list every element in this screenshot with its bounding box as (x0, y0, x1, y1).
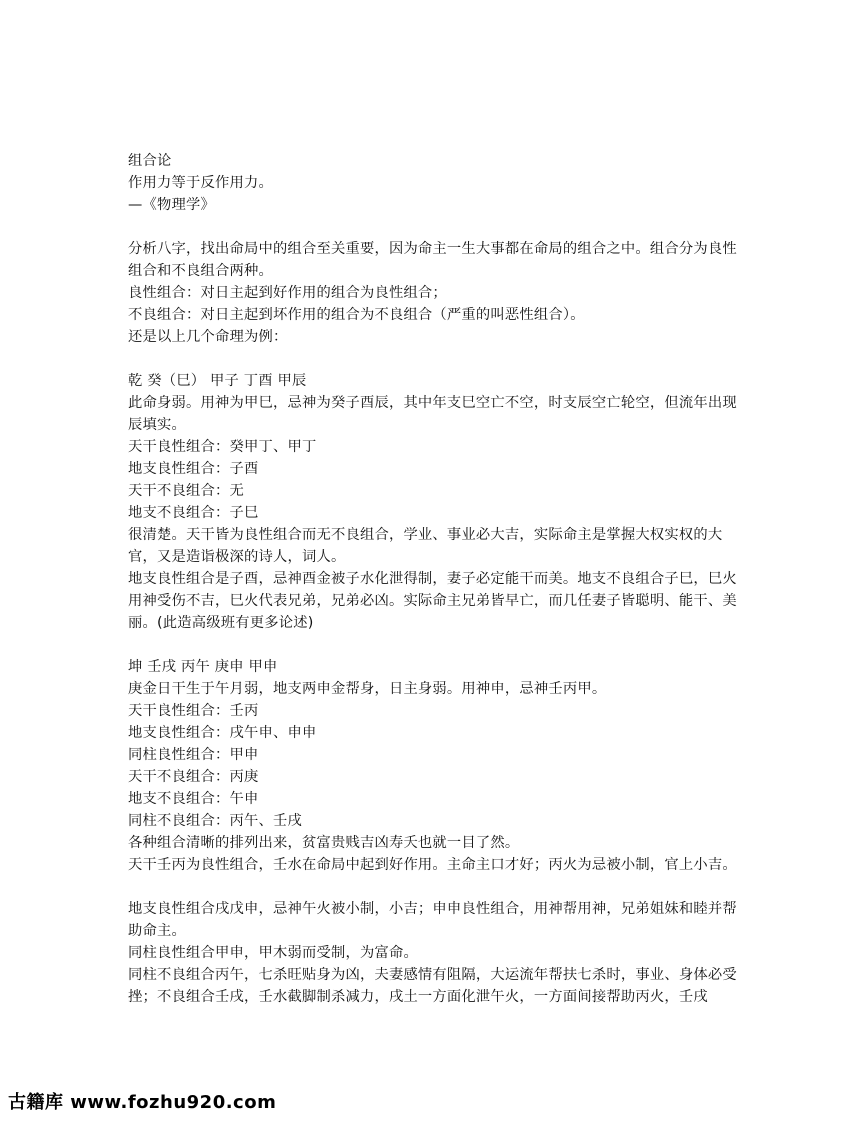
epigraph-quote: 作用力等于反作用力。 (128, 175, 273, 191)
paragraph: 同柱良性组合：甲申 (128, 747, 259, 763)
paragraph: 地支良性组合：戌午申、申申 (128, 725, 317, 741)
spacer (128, 634, 750, 656)
paragraph: 同柱不良组合：丙午、壬戌 (128, 813, 302, 829)
paragraph: 同柱良性组合甲申，甲木弱而受制，为富命。 (128, 945, 418, 961)
spacer (128, 876, 750, 898)
paragraph: 良性组合：对日主起到好作用的组合为良性组合； (128, 285, 447, 301)
paragraph: 天干不良组合：丙庚 (128, 769, 259, 785)
case-heading: 乾 癸（巳） 甲子 丁酉 甲辰 (128, 373, 307, 389)
case-two-continued (128, 898, 750, 1008)
document-body (128, 150, 750, 1008)
paragraph: 天干良性组合：癸甲丁、甲丁 (128, 439, 317, 455)
epigraph-source: —《物理学》 (128, 197, 215, 213)
watermark-footer: 古籍库 www.fozhu920.com (8, 1092, 277, 1113)
paragraph: 还是以上几个命理为例： (128, 329, 288, 345)
paragraph: 地支不良组合：午申 (128, 791, 259, 807)
case-heading: 坤 壬戌 丙午 庚申 甲申 (128, 659, 278, 675)
paragraph: 地支良性组合：子酉 (128, 461, 259, 477)
paragraph: 很清楚。天干皆为良性组合而无不良组合，学业、事业必大吉，实际命主是掌握大权实权的大官，又是造诣极深的诗人，词人。 (128, 527, 723, 565)
paragraph: 地支良性组合是子酉，忌神酉金被子水化泄得制，妻子必定能干而美。地支不良组合子巳，巳火用神受伤不吉，巳火代表兄弟，兄弟必凶。实际命主兄弟皆早亡，而几任妻子皆聪明、能干、美丽。(此造高级班有更多论述) (128, 571, 737, 631)
paragraph: 同柱不良组合丙午，七杀旺贴身为凶，夫妻感情有阻隔，大运流年帮扶七杀时，事业、身体必受挫；不良组合壬戌，壬水截脚制杀减力，戌土一方面化泄午火，一方面间接帮助丙火，壬戌 (128, 967, 737, 1005)
paragraph: 天干良性组合：壬丙 (128, 703, 259, 719)
paragraph: 分析八字，找出命局中的组合至关重要，因为命主一生大事都在命局的组合之中。组合分为良性组合和不良组合两种。 (128, 241, 737, 279)
spacer (128, 348, 750, 370)
paragraph: 地支良性组合戌戊申，忌神午火被小制，小吉；申申良性组合，用神帮用神，兄弟姐妹和睦并帮助命主。 (128, 901, 737, 939)
spacer (128, 216, 750, 238)
case-two-section (128, 656, 750, 876)
paragraph: 天干不良组合：无 (128, 483, 244, 499)
paragraph: 天干壬丙为良性组合，壬水在命局中起到好作用。主命主口才好；丙火为忌被小制，官上小吉。 (128, 857, 737, 873)
document-title: 组合论 (128, 153, 172, 169)
intro-section (128, 238, 750, 348)
paragraph: 各种组合清晰的排列出来，贫富贵贱吉凶寿夭也就一目了然。 (128, 835, 520, 851)
paragraph: 不良组合：对日主起到坏作用的组合为不良组合（严重的叫恶性组合）。 (128, 307, 585, 323)
case-one-section (128, 370, 750, 634)
paragraph: 地支不良组合：子巳 (128, 505, 259, 521)
paragraph: 此命身弱。用神为甲巳，忌神为癸子酉辰，其中年支巳空亡不空，时支辰空亡轮空，但流年出现辰填实。 (128, 395, 737, 433)
paragraph: 庚金日干生于午月弱，地支两申金帮身，日主身弱。用神申，忌神壬丙甲。 (128, 681, 607, 697)
